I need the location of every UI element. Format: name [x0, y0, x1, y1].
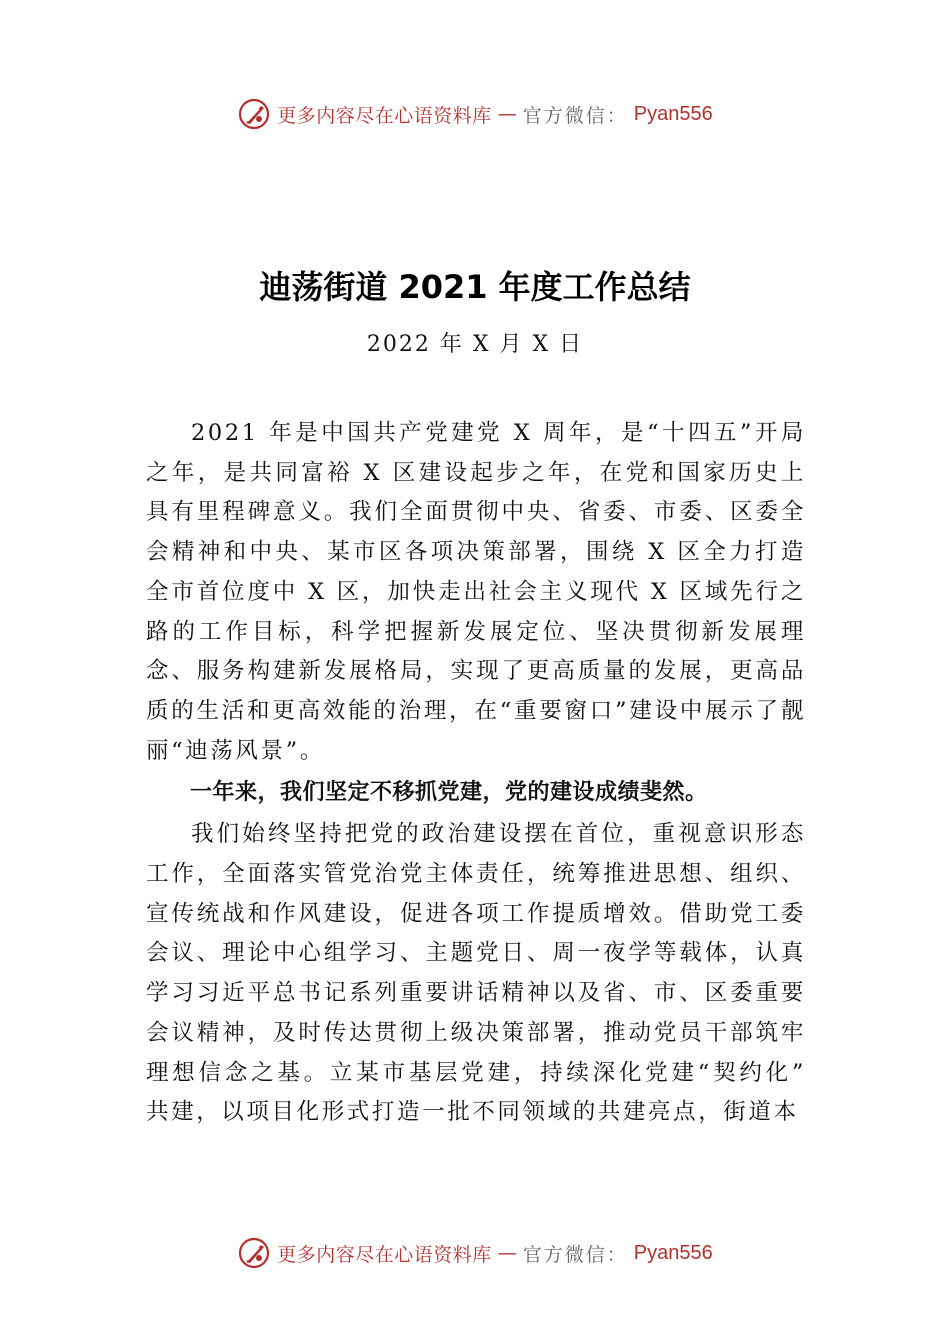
section-heading: 一年来，我们坚定不移抓党建，党的建设成绩斐然。: [190, 780, 708, 806]
watermark-wechat-id: Pyan556: [633, 1241, 713, 1264]
quill-pen-logo-icon: [237, 97, 271, 131]
document-title: 迪荡街道 2021 年度工作总结: [259, 268, 691, 306]
watermark-separator: —: [497, 1242, 517, 1264]
watermark-wechat-label: 官方微信：: [522, 104, 628, 127]
document-body: [146, 414, 806, 1133]
watermark-separator: —: [497, 103, 517, 125]
watermark-banner-bottom: [0, 1233, 950, 1273]
watermark-wechat-id: Pyan556: [633, 102, 713, 125]
watermark-banner-top: [0, 94, 950, 134]
document-date: 2022 年 X 月 X 日: [366, 332, 584, 357]
watermark-brand-text: 更多内容尽在心语资料库: [277, 1243, 492, 1266]
watermark-wechat-label: 官方微信：: [522, 1243, 628, 1266]
watermark-brand-text: 更多内容尽在心语资料库: [277, 104, 492, 127]
quill-pen-logo-icon: [237, 1236, 271, 1270]
body-paragraph: 2021 年是中国共产党建党 X 周年，是“十四五”开局之年，是共同富裕 X 区建设起步之年，在党和国家历史上具有里程碑意义。我们全面贯彻中央、省委、市委、区委全 会精神和中央、某市区各项决策部署，围绕 X 区全力打造全市首位度中 X 区，加快走出社会主义现代 X 区域先行之路的工作目标，科学把握新发展定位、坚决贯彻新发展理念、服务构建新发展格局，实现了更高质量的发展，更高品质的生活和更高效能的治理，在“重要窗口”建设中展示了靓丽“迪荡风景”。: [146, 420, 806, 764]
body-paragraph: 我们始终坚持把党的政治建设摆在首位，重视意识形态工作，全面落实管党治党主体责任，统筹推进思想、组织、 宣传统战和作风建设，促进各项工作提质增效。借助党工委会议、理论中心组学习、主题党日、周一夜学等载体，认真学习习近平总书记系列重要讲话精神以及省、市、区委重要会议精神，及时传达贯彻上级决策部署，推动党员干部筑牢理想信念之基。立某市基层党建，持续深化党建“契约化” 共建，以项目化形式打造一批不同领域的共建亮点，街道本: [146, 821, 806, 1126]
